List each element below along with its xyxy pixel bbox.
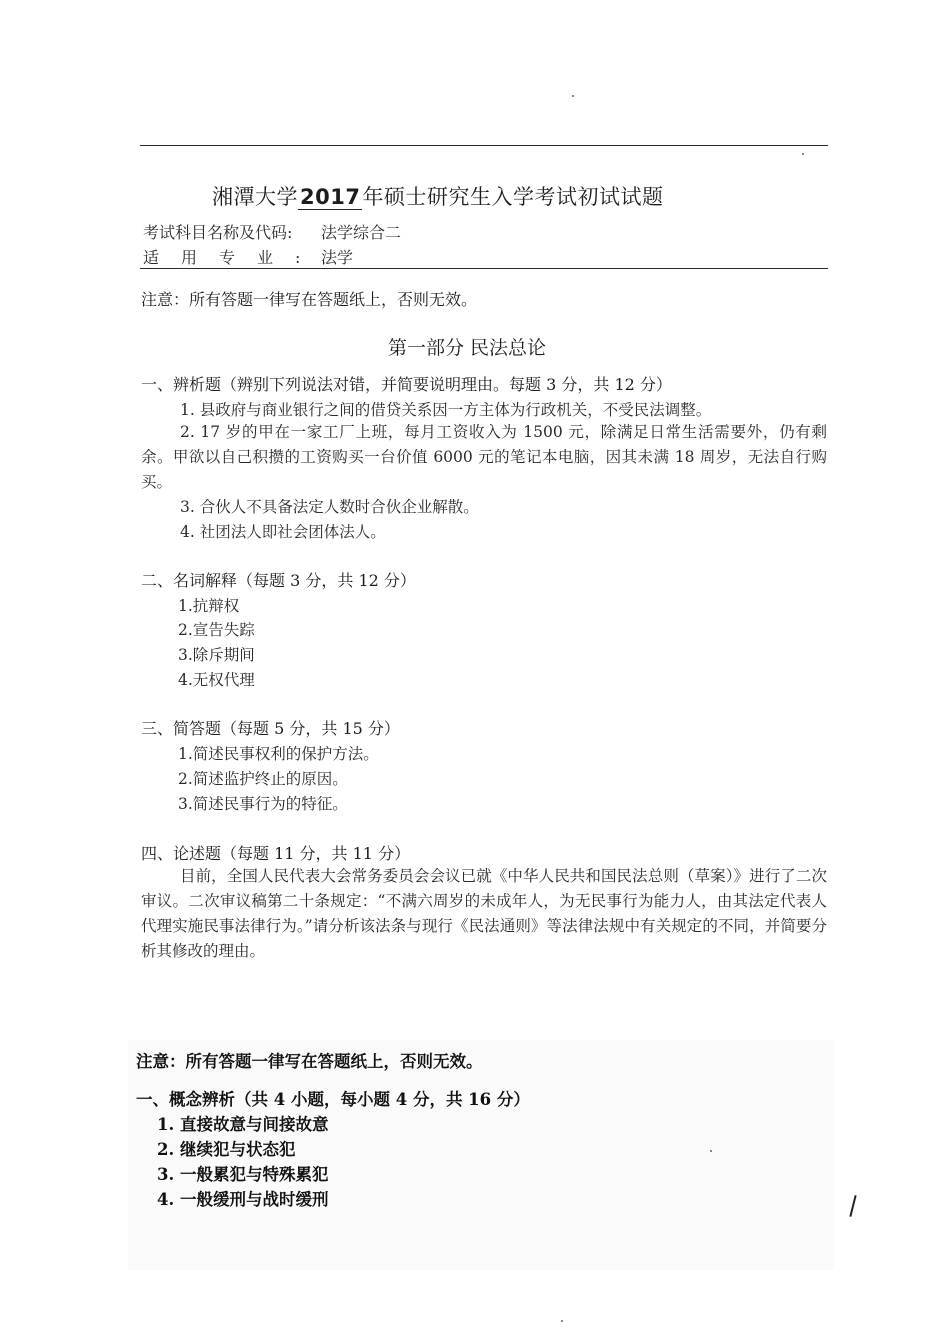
subject-value: 法学综合二 (321, 223, 402, 242)
section4-paragraph: 目前，全国人民代表大会常务委员会会议已就《中华人民共和国民法总则（草案）》进行了二次审议。二次审议稿第二十条规定：“不满六周岁的未成年人，为无民事行为能力人，由其法定代表人代理实施民事法律行为。”请分析该法条与现行《民法通则》等法律法规中有关规定的不同，并简要分析其修改的理由。 (141, 867, 827, 960)
top-rule (140, 145, 828, 146)
part2-notice: 注意：所有答题一律写在答题纸上，否则无效。 (136, 1052, 483, 1071)
section4-heading: 四、论述题（每题 11 分，共 11 分） (141, 844, 411, 863)
section3-item-3: 3.简述民事行为的特征。 (178, 795, 348, 813)
subject-label: 考试科目名称及代码: (143, 223, 293, 242)
notice: 注意：所有答题一律写在答题纸上，否则无效。 (141, 290, 478, 309)
scan-mark-slash (849, 1195, 856, 1217)
scan-speck (572, 95, 574, 97)
part2-item-4: 4. 一般缓刑与战时缓刑 (157, 1190, 329, 1209)
subject-line (143, 220, 401, 243)
section2-item-1: 1.抗辩权 (178, 597, 240, 615)
section1-item-4: 4. 社团法人即社会团体法人。 (180, 523, 386, 541)
section2-item-4: 4.无权代理 (178, 671, 255, 689)
title-suffix: 年硕士研究生入学考试初试试题 (362, 185, 664, 209)
part1-title: 第一部分 民法总论 (388, 337, 547, 359)
scan-speck (710, 1150, 712, 1152)
title-year: 2017 (300, 185, 361, 209)
header-rule (140, 268, 828, 269)
major-label: 适用专业: (143, 248, 323, 267)
section3-item-2: 2.简述监护终止的原因。 (178, 770, 348, 788)
section3-item-1: 1.简述民事权利的保护方法。 (178, 745, 379, 763)
section1-item-1: 1. 县政府与商业银行之间的借贷关系因一方主体为行政机关，不受民法调整。 (180, 401, 712, 419)
exam-title (212, 181, 663, 211)
part2-item-2: 2. 继续犯与状态犯 (157, 1140, 296, 1159)
scan-speck (561, 1320, 563, 1322)
title-prefix: 湘潭大学 (212, 185, 298, 209)
section2-item-3: 3.除斥期间 (178, 646, 255, 664)
section1-heading: 一、辨析题（辨别下列说法对错，并简要说明理由。每题 3 分，共 12 分） (141, 375, 672, 394)
major-line (143, 245, 353, 268)
section3-heading: 三、简答题（每题 5 分，共 15 分） (141, 719, 400, 738)
section2-item-2: 2.宣告失踪 (178, 621, 255, 639)
section1-item-3: 3. 合伙人不具备法定人数时合伙企业解散。 (180, 498, 479, 516)
section2-heading: 二、名词解释（每题 3 分，共 12 分） (141, 571, 416, 590)
section1-item-2: 2. 17 岁的甲在一家工厂上班，每月工资收入为 1500 元，除满足日常生活需要外，仍有剩余。甲欲以自己积攒的工资购买一台价值 6000 元的笔记本电脑，因其未满 18 周岁，无法自行购买。 (141, 423, 827, 491)
part2-item-3: 3. 一般累犯与特殊累犯 (157, 1165, 329, 1184)
scan-speck (802, 153, 804, 155)
major-value: 法学 (321, 248, 354, 267)
part2-item-1: 1. 直接故意与间接故意 (157, 1115, 329, 1134)
part2-heading: 一、概念辨析（共 4 小题，每小题 4 分，共 16 分） (136, 1090, 530, 1109)
